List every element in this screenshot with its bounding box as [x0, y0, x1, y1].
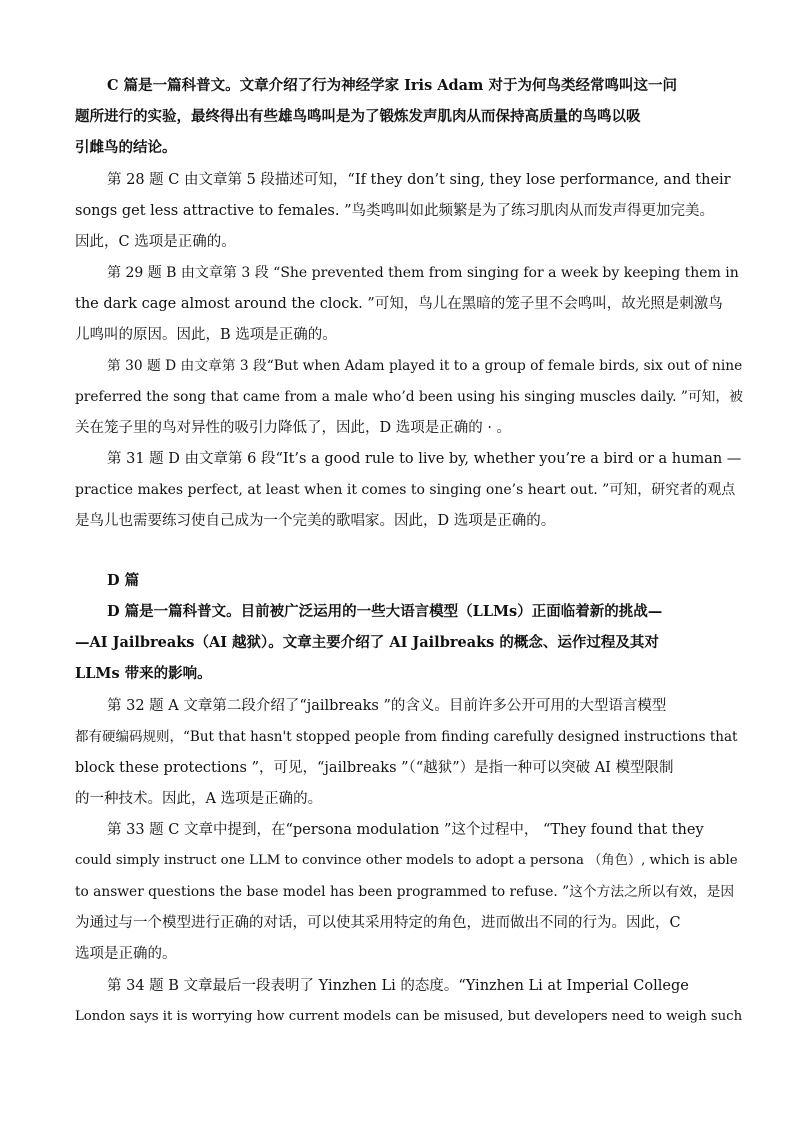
section-d-heading: D 篇	[107, 572, 140, 589]
section-d-summary-line-1: D 篇是一篇科普文。目前被广泛运用的一些大语言模型（LLMs）正面临着新的挑战—	[107, 603, 663, 620]
q29-line-1: 第 29 题 B 由文章第 3 段 “She prevented them from singing for a week by keeping them in	[107, 265, 739, 281]
q31-line-1: 第 31 题 D 由文章第 6 段“It’s a good rule to live by, whether you’re a bird or a human —	[107, 451, 742, 467]
q28-line-3: 因此，C 选项是正确的。	[75, 234, 236, 250]
q32-line-3: block these protections ”，可见，“jailbreaks ”（“越狱”）是指一种可以突破 AI 模型限制	[75, 760, 674, 776]
section-c-summary-line-3: 引雌鸟的结论。	[75, 139, 177, 156]
q34-line-2: London says it is worrying how current models can be misused, but developers need to weigh such	[75, 1009, 743, 1024]
q33-line-3: to answer questions the base model has been programmed to refuse. ”这个方法之所以有效，是因	[75, 884, 735, 900]
q34-line-1: 第 34 题 B 文章最后一段表明了 Yinzhen Li 的态度。“Yinzhen Li at Imperial College	[107, 978, 689, 994]
section-d-summary-line-3: LLMs 带来的影响。	[75, 665, 212, 682]
q30-line-3: 关在笼子里的鸟对异性的吸引力降低了，因此，D 选项是正确的 · 。	[75, 420, 512, 436]
q28-line-2: songs get less attractive to females. ”鸟类鸣叫如此频繁是为了练习肌肉从而发声得更加完美。	[75, 203, 714, 219]
q31-line-2: practice makes perfect, at least when it comes to singing one’s heart out. ”可知，研究者的观点	[75, 482, 736, 498]
q30-line-1: 第 30 题 D 由文章第 3 段“But when Adam played it to a group of female birds, six out of nine	[107, 358, 743, 374]
section-d-summary-line-2: —AI Jailbreaks（AI 越狱）。文章主要介绍了 AI Jailbreaks 的概念、运作过程及其对	[75, 634, 659, 651]
q33-line-5: 选项是正确的。	[75, 946, 177, 962]
q29-line-2: the dark cage almost around the clock. ”可知，鸟儿在黑暗的笼子里不会鸣叫，故光照是刺激鸟	[75, 296, 723, 312]
q32-line-1: 第 32 题 A 文章第二段介绍了“jailbreaks ”的含义。目前许多公开可用的大型语言模型	[107, 698, 667, 714]
section-c-summary-line-1: C 篇是一篇科普文。文章介绍了行为神经学家 Iris Adam 对于为何鸟类经常鸣叫这一问	[107, 77, 677, 94]
q32-line-4: 的一种技术。因此，A 选项是正确的。	[75, 791, 323, 807]
q32-line-2: 都有硬编码规则，“But that hasn't stopped people from finding carefully designed instructions that	[75, 729, 738, 745]
q30-line-2: preferred the song that came from a male who’d been using his singing muscles daily. ”可知，被	[75, 389, 743, 405]
section-c-summary-line-2: 题所进行的实验，最终得出有些雄鸟鸣叫是为了锻炼发声肌肉从而保持高质量的鸟鸣以吸	[75, 108, 641, 125]
q31-line-3: 是鸟儿也需要练习使自己成为一个完美的歌唱家。因此，D 选项是正确的。	[75, 513, 556, 529]
q33-line-1: 第 33 题 C 文章中提到，在“persona modulation ”这个过程中， “They found that they	[107, 822, 704, 838]
q33-line-2: could simply instruct one LLM to convince other models to adopt a persona （角色）, which is able	[75, 853, 738, 868]
q33-line-4: 为通过与一个模型进行正确的对话，可以使其采用特定的角色，进而做出不同的行为。因此，C	[75, 915, 681, 931]
q28-line-1: 第 28 题 C 由文章第 5 段描述可知，“If they don’t sing, they lose performance, and their	[107, 172, 731, 188]
q29-line-3: 儿鸣叫的原因。因此，B 选项是正确的。	[75, 327, 337, 343]
